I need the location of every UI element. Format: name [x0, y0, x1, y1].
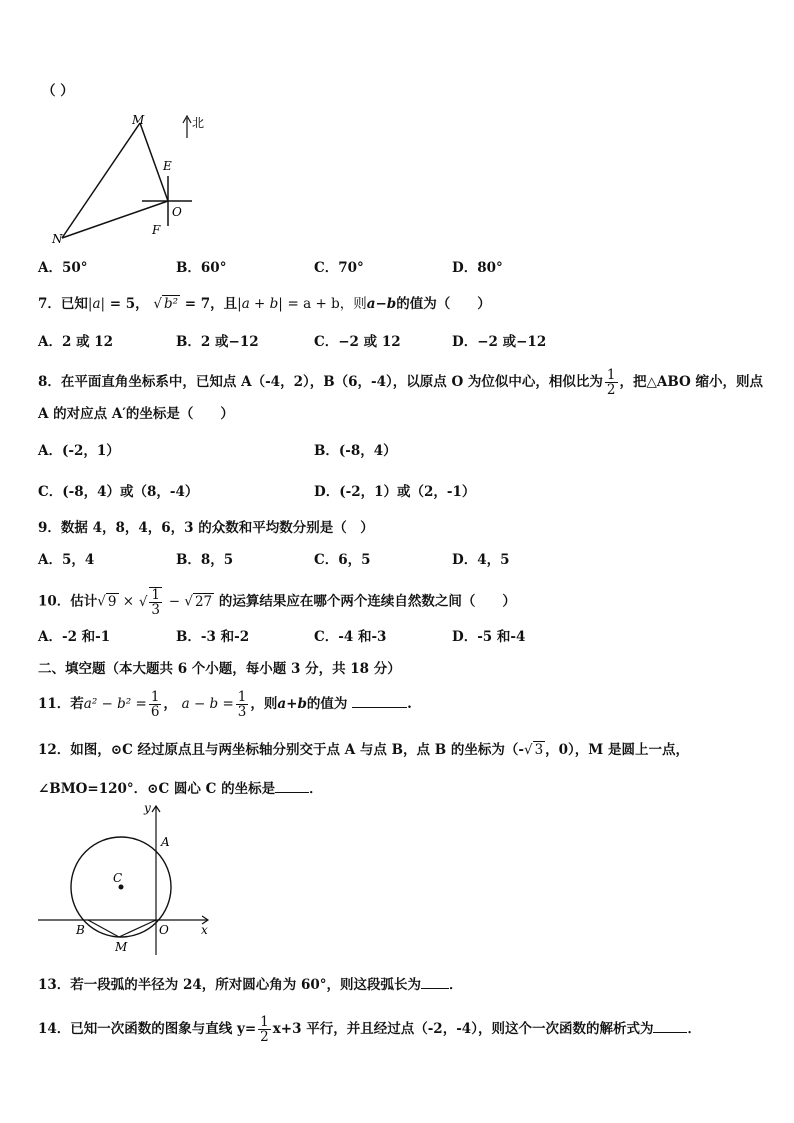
label-m: M: [115, 940, 128, 954]
axis-x-label: x: [201, 923, 208, 937]
q10-option-c: C．-4 和-3: [314, 629, 387, 645]
q12-line1: 12．如图，⊙C 经过原点且与两坐标轴分别交于点 A 与点 B，点 B 的坐标为（-√ 3 ，0），M 是圆上一点，: [38, 742, 689, 758]
q6-option-a: A．50°: [38, 260, 88, 276]
label-north: 北: [192, 116, 205, 130]
q6-option-c: C．70°: [314, 260, 364, 276]
q6-option-d: D．80°: [452, 260, 503, 276]
label-b: B: [76, 923, 85, 937]
q6-option-b: B．60°: [176, 260, 227, 276]
q7-option-c: C．−2 或 12: [314, 334, 401, 350]
q8-option-b: B．(-8，4）: [314, 443, 397, 459]
label-c: C: [113, 871, 123, 885]
label-M: M: [132, 113, 145, 127]
q8-option-d: D．(-2，1）或（2，-1）: [314, 484, 476, 500]
q9-option-b: B．8，5: [176, 552, 234, 568]
q13-stem: 13．若一段弧的半径为 24，所对圆心角为 60°，则这段弧长为 ．: [38, 977, 463, 993]
label-o: O: [159, 923, 169, 937]
label-F: F: [152, 223, 161, 237]
q8-option-c: C．(-8，4）或（8，-4）: [38, 484, 199, 500]
q8-line1: 8．在平面直角坐标系中，已知点 A（-4，2），B（6，-4），以原点 O 为位似中心，相似比为 $\frac{1}{2}$ ，把△ABO 缩小，则点: [38, 367, 763, 398]
q14-answer-blank[interactable]: [653, 1032, 687, 1033]
q11-answer-blank[interactable]: [352, 707, 407, 708]
q12-line2: ∠BMO=120°．⊙C 圆心 C 的坐标是 ．: [38, 781, 323, 797]
q6-bracket: （ ）: [42, 83, 74, 99]
q9-option-c: C．6，5: [314, 552, 371, 568]
q11-stem: 11．若a² − b² = $\frac{1}{6}$ ， a − b = $\frac{1}{3}$ ，则a+b的值为 .: [38, 689, 412, 720]
q7-option-d: D．−2 或−12: [452, 334, 547, 350]
label-E: E: [163, 159, 172, 173]
q10-stem: 10．估计√ 9 × √ $\frac{1}{3}$ − √ 27 的运算结果应在哪个两个连续自然数之间（ ）: [38, 587, 516, 618]
q8-option-a: A．(-2，1）: [38, 443, 120, 459]
q8-line2: A 的对应点 A′的坐标是（ ）: [38, 406, 234, 422]
label-O: O: [172, 205, 182, 219]
q12-answer-blank[interactable]: [275, 792, 309, 793]
label-N: N: [52, 232, 63, 246]
label-a: A: [161, 835, 170, 849]
q9-option-a: A．5，4: [38, 552, 95, 568]
q7-option-b: B．2 或−12: [176, 334, 259, 350]
q7-stem: 7．已知|a| = 5， √ b² = 7，且|a + b| = a + b，则a−b的值为（ ）: [38, 296, 491, 312]
center-c-point: [119, 885, 124, 890]
section-heading: 二、填空题（本大题共 6 个小题，每小题 3 分，共 18 分）: [38, 661, 401, 677]
q14-stem: 14．已知一次函数的图象与直线 y= $\frac{1}{2}$ x+3 平行，并且经过点（-2，-4），则这个一次函数的解析式为 ．: [38, 1014, 701, 1045]
axis-y-label: y: [144, 801, 151, 815]
q12-figure: [36, 800, 216, 960]
q9-option-d: D．4，5: [452, 552, 510, 568]
q9-stem: 9．数据 4，8，4，6，3 的众数和平均数分别是（ ）: [38, 520, 374, 536]
q10-option-b: B．-3 和-2: [176, 629, 250, 645]
q10-option-a: A．-2 和-1: [38, 629, 111, 645]
q7-option-a: A．2 或 12: [38, 334, 114, 350]
q10-option-d: D．-5 和-4: [452, 629, 526, 645]
q6-figure: [40, 108, 220, 248]
q13-answer-blank[interactable]: [421, 988, 449, 989]
